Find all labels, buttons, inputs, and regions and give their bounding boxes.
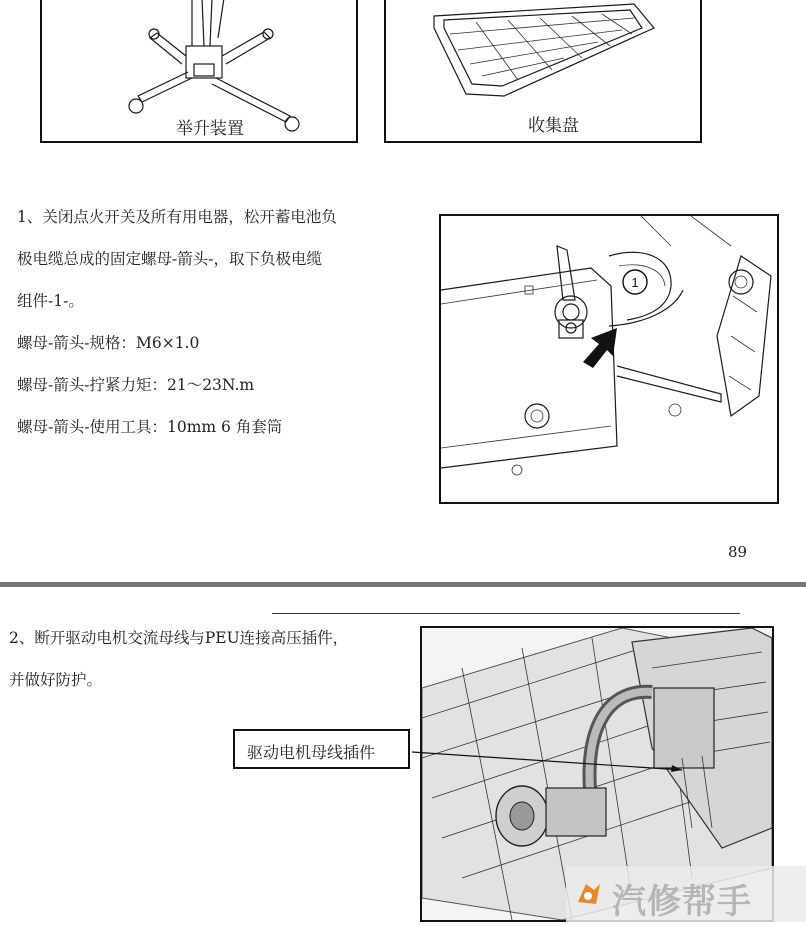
step2-line-1: 2、断开驱动电机交流母线与PEU连接高压插件， [9,629,349,647]
watermark [566,866,806,922]
step1-spec-tool: 螺母-箭头-使用工具：10mm 6 角套筒 [17,418,283,436]
step1-spec-torque: 螺母-箭头-拧紧力矩：21～23N.m [17,376,255,394]
watermark-text: 汽修帮手 [612,882,752,922]
step1-line-3: 组件-1-。 [17,292,84,310]
callout-label-text: 驱动电机母线插件 [247,743,376,762]
step2-line-2: 并做好防护。 [9,671,103,689]
callout-label-box [233,729,410,769]
step1-line-2: 极电缆总成的固定螺母-箭头-，取下负极电缆 [17,250,322,268]
cable-callout-number: 1 [631,275,639,290]
step1-line-1: 1、关闭点火开关及所有用电器，松开蓄电池负 [17,208,337,226]
page-number: 89 [728,543,748,561]
watermark-logo-icon [574,880,604,910]
lift-device-caption: 举升装置 [176,119,244,139]
collection-tray-caption: 收集盘 [528,116,579,136]
step1-spec-size: 螺母-箭头-规格：M6×1.0 [17,334,200,352]
